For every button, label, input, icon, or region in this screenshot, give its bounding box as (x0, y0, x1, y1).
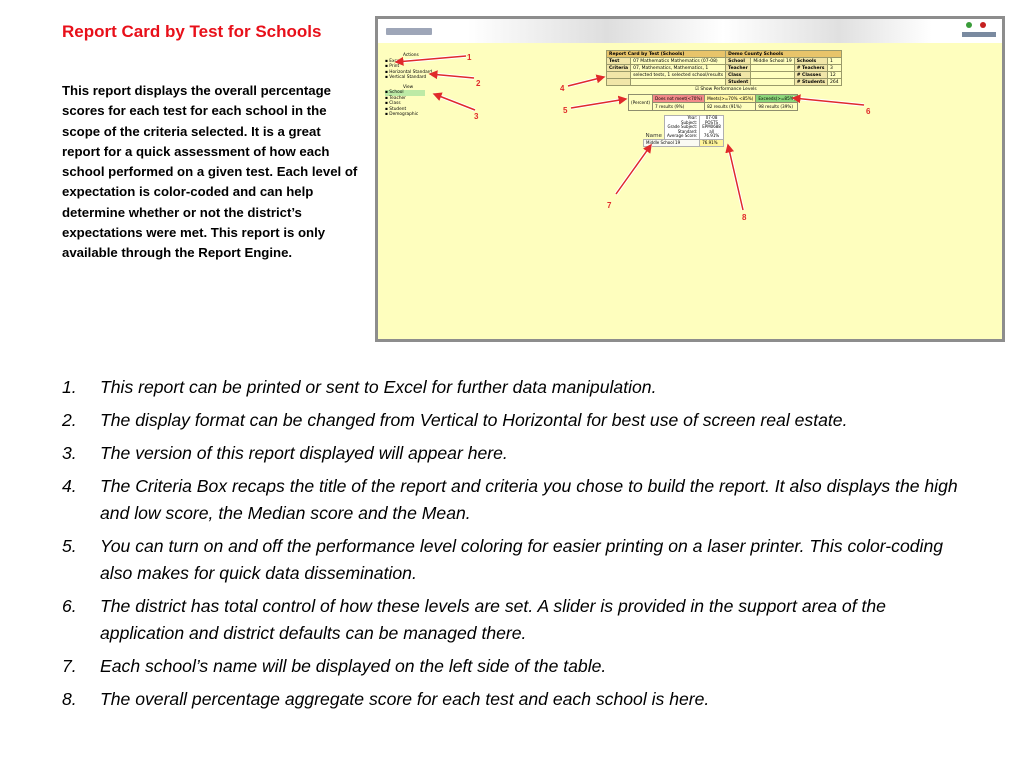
action-vertical-label[interactable]: Vertical Standard (389, 75, 427, 80)
callout-4: 4 (560, 84, 565, 93)
criteria-label: Test (607, 58, 631, 65)
view-student[interactable]: ▪ Student (385, 106, 407, 112)
name-column-header: Name (645, 132, 663, 139)
criteria-count: 1 (827, 58, 841, 65)
callout-6: 6 (866, 107, 871, 116)
band-count: 82 results (91%) (705, 103, 756, 111)
callout-3: 3 (474, 112, 479, 121)
criteria-val: Middle School 19 (751, 58, 794, 65)
callout-7: 7 (607, 201, 612, 210)
callout-4-arrow (568, 77, 604, 86)
note-number: 1. (62, 377, 77, 397)
list-item (0, 374, 970, 401)
note-text: The overall percentage aggregate score for each test and each school is here. (100, 689, 710, 709)
view-student-label[interactable]: Student (389, 106, 407, 112)
header-value: POSTS (705, 119, 719, 125)
view-school-label[interactable]: School (389, 90, 404, 95)
header-label: Grade Subject: (667, 124, 698, 130)
school-name[interactable]: Middle School 19 (644, 139, 700, 146)
callout-6-arrow (793, 98, 864, 105)
criteria-count-key: Schools (794, 58, 827, 65)
callout-5-arrow (571, 99, 626, 108)
criteria-key: Teacher (726, 65, 751, 72)
criteria-value: 07, Mathematics, Mathematics, 1 (631, 65, 726, 72)
actions-heading: Actions (403, 53, 419, 58)
header-label: Standard: (677, 128, 698, 134)
list-item (0, 440, 970, 467)
note-text: The district has total control of how these levels are set. A slider is provided in the support area of the application and district defaults can be managed there. (100, 596, 886, 643)
note-number: 4. (62, 476, 77, 496)
note-number: 2. (62, 410, 77, 430)
criteria-value: selected tests, 1 selected school/results (631, 72, 726, 79)
view-demographic[interactable]: ▪ Demographic (385, 112, 419, 117)
criteria-key: Student (726, 79, 751, 86)
callout-5: 5 (563, 106, 568, 115)
action-excel-label[interactable]: Excel (389, 58, 401, 64)
header-label: Average Score: (667, 133, 698, 139)
note-text: The version of this report displayed will appear here. (100, 443, 508, 463)
view-class-label[interactable]: Class (389, 101, 401, 106)
criteria-count: 264 (827, 79, 841, 86)
show-performance-levels-toggle[interactable]: ☑ Show Performance Levels (695, 87, 757, 92)
action-excel[interactable]: ▪ Excel (385, 58, 401, 64)
view-heading: View (403, 84, 414, 90)
criteria-count-key: # Students (794, 79, 827, 86)
note-number: 5. (62, 536, 77, 556)
action-vertical[interactable]: ▪ Vertical Standard (385, 75, 427, 80)
note-number: 3. (62, 443, 77, 463)
bands-label: (Percent) (629, 95, 653, 111)
band-does-not-meet: Does not meet(<70%) (653, 95, 705, 103)
criteria-count: 12 (827, 72, 841, 79)
report-screenshot (375, 16, 1005, 342)
criteria-value: 07 Mathematics Mathematics (07-08) (631, 58, 726, 65)
note-text: The display format can be changed from Vertical to Horizontal for best use of screen real estate. (100, 410, 848, 430)
show-performance-levels-label[interactable]: Show Performance Levels (700, 87, 757, 92)
view-teacher[interactable]: ▪ Teacher (385, 95, 406, 101)
callout-7-arrow (616, 145, 651, 194)
list-item (0, 593, 970, 647)
criteria-label: Criteria (607, 65, 631, 72)
action-print[interactable]: ▪ Print (385, 64, 400, 69)
notes-list (0, 374, 1000, 719)
view-demographic-label[interactable]: Demographic (389, 112, 419, 117)
criteria-count-key: # Classes (794, 72, 827, 79)
note-number: 8. (62, 689, 77, 709)
callout-2: 2 (476, 79, 481, 88)
criteria-count: 3 (827, 65, 841, 72)
note-text: You can turn on and off the performance level coloring for easier printing on a laser printer. This color-coding also makes for quick data dissemination. (100, 536, 944, 583)
action-horizontal[interactable]: ▪ Horizontal Standard (385, 69, 433, 75)
callout-1: 1 (467, 53, 472, 62)
callout-8: 8 (742, 213, 747, 222)
action-print-label[interactable]: Print (389, 64, 400, 69)
list-item (0, 686, 970, 713)
note-text: Each school’s name will be displayed on the left side of the table. (100, 656, 607, 676)
list-item (0, 533, 970, 587)
header-value: 76.91% (703, 133, 720, 139)
criteria-title: Report Card by Test (Schools) (607, 51, 726, 58)
band-count: 98 results (39%) (756, 103, 798, 111)
band-meets: Meets(>=70% <85%) (705, 95, 756, 103)
criteria-district: Demo County Schools (726, 51, 841, 58)
header-value: all (709, 128, 714, 134)
report-description: This report displays the overall percentage scores for each test for each school in the scope of the criteria selected. It is a great report for a quick assessment of how each school performed on a given test. Each level of expectation is color-coded and can help determine whether or not the district’s expectations were met. This report is only available through the Report Engine. (62, 83, 358, 261)
report-screenshot-canvas (378, 19, 1002, 339)
criteria-key: Class (726, 72, 751, 79)
view-class[interactable]: ▪ Class (385, 101, 401, 106)
list-item (0, 407, 970, 434)
school-score: 76.91% (700, 139, 724, 146)
callout-3-arrow (434, 94, 475, 110)
callout-8-arrow (728, 145, 743, 210)
band-exceeds: Exceeds(>=85%) (756, 95, 798, 103)
note-number: 7. (62, 656, 77, 676)
action-horizontal-label[interactable]: Horizontal Standard (389, 69, 433, 75)
page-title: Report Card by Test for Schools (62, 22, 322, 41)
criteria-count-key: # Teachers (794, 65, 827, 72)
band-count: 7 results (9%) (653, 103, 705, 111)
criteria-key: School (726, 58, 751, 65)
note-number: 6. (62, 596, 77, 616)
header-label: Subject: (680, 119, 698, 125)
list-item (0, 653, 970, 680)
note-text: The Criteria Box recaps the title of the report and criteria you chose to build the report. It also displays the high and low score, the Median score and the Mean. (100, 476, 958, 523)
note-text: This report can be printed or sent to Excel for further data manipulation. (100, 377, 657, 397)
header-value: EPM0688 (702, 124, 721, 130)
header-value: 07-08 (705, 115, 718, 120)
view-teacher-label[interactable]: Teacher (389, 95, 406, 101)
callout-arrows (378, 19, 1002, 339)
view-school[interactable]: ▪ School (385, 90, 425, 96)
list-item (0, 473, 970, 527)
header-label: Year: (687, 115, 698, 120)
callout-1-arrow (396, 56, 466, 62)
